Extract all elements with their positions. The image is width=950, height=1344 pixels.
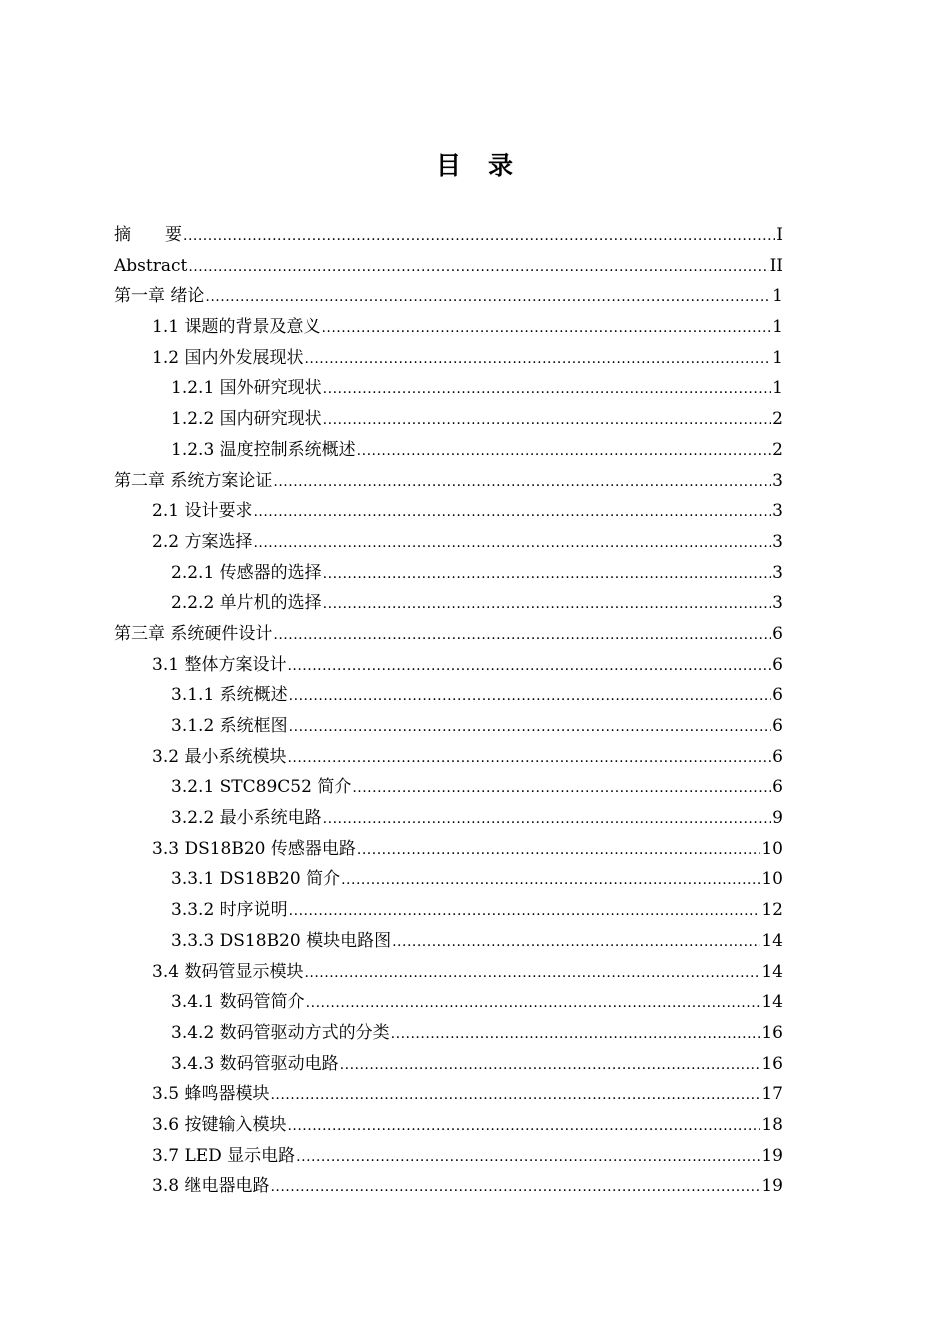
toc-entry[interactable] — [114, 1171, 783, 1202]
toc-entry-label: 3.8 继电器电路 — [152, 1176, 270, 1197]
toc-entry-page-number: 18 — [761, 1114, 783, 1135]
toc-entry-label: 1.2.1 国外研究现状 — [171, 378, 322, 399]
toc-entry-page-number: 12 — [761, 900, 783, 921]
toc-entry-page-number: 6 — [772, 716, 783, 736]
toc-entry-label: 第一章 绪论 — [114, 286, 205, 307]
toc-dot-leader — [321, 313, 771, 344]
toc-entry-label: 3.3.3 DS18B20 模块电路图 — [171, 930, 392, 951]
toc-dot-leader — [205, 282, 771, 313]
toc-entry[interactable] — [114, 926, 783, 957]
toc-entry-label: Abstract — [114, 255, 188, 276]
toc-entry[interactable] — [114, 466, 783, 497]
toc-entry-page-number: 10 — [761, 838, 783, 859]
toc-dot-leader — [352, 773, 771, 804]
toc-entry[interactable] — [114, 435, 783, 466]
toc-entry[interactable] — [114, 281, 783, 312]
toc-entry[interactable] — [114, 711, 783, 742]
toc-entry[interactable] — [114, 957, 783, 988]
toc-entry-label: 第三章 系统硬件设计 — [114, 623, 273, 644]
toc-entry-page-number: 19 — [761, 1176, 783, 1197]
toc-entry-page-number: 10 — [761, 869, 783, 890]
toc-dot-leader — [323, 804, 772, 835]
toc-dot-leader — [340, 1050, 761, 1081]
toc-dot-leader — [289, 896, 761, 927]
toc-entry[interactable] — [114, 1110, 783, 1141]
toc-entry[interactable] — [114, 895, 783, 926]
toc-entry[interactable] — [114, 987, 783, 1018]
toc-entry[interactable] — [114, 588, 783, 619]
toc-entry-label: 1.2.3 温度控制系统概述 — [171, 439, 356, 460]
toc-entry[interactable] — [114, 220, 783, 251]
toc-dot-leader — [253, 497, 771, 528]
toc-entry-page-number: 1 — [772, 378, 783, 399]
toc-entry-label: 3.6 按键输入模块 — [152, 1114, 287, 1135]
toc-entry-label: 3.1.2 系统框图 — [171, 716, 288, 736]
toc-entry-label: 2.2.1 传感器的选择 — [171, 562, 322, 583]
toc-entry[interactable] — [114, 1049, 783, 1080]
toc-entry-page-number: 3 — [772, 562, 783, 583]
toc-entry[interactable] — [114, 251, 783, 282]
toc-entry-label: 3.3.1 DS18B20 简介 — [171, 869, 341, 890]
toc-dot-leader — [287, 651, 771, 682]
toc-entry[interactable] — [114, 650, 783, 681]
toc-entry-page-number: 6 — [772, 777, 783, 798]
toc-entry-page-number: 2 — [772, 439, 783, 460]
toc-entry-label: 1.2 国内外发展现状 — [152, 347, 304, 368]
toc-entry[interactable] — [114, 619, 783, 650]
toc-entry-page-number: 3 — [772, 593, 783, 614]
toc-entry-page-number: 1 — [772, 347, 783, 368]
toc-entry-page-number: 1 — [772, 286, 783, 307]
toc-entry[interactable] — [114, 834, 783, 865]
toc-dot-leader — [323, 589, 772, 620]
toc-entry-page-number: 19 — [761, 1145, 783, 1166]
toc-entry-label: 2.1 设计要求 — [152, 501, 253, 522]
toc-dot-leader — [273, 467, 771, 498]
toc-entry-label: 3.4 数码管显示模块 — [152, 961, 304, 982]
toc-list — [114, 220, 783, 1202]
toc-entry[interactable] — [114, 343, 783, 374]
toc-entry-page-number: 9 — [772, 808, 783, 829]
toc-entry[interactable] — [114, 558, 783, 589]
toc-dot-leader — [341, 865, 760, 896]
toc-entry[interactable] — [114, 680, 783, 711]
toc-entry[interactable] — [114, 373, 783, 404]
toc-entry-label: 3.1 整体方案设计 — [152, 654, 287, 675]
toc-entry-page-number: 3 — [772, 470, 783, 491]
toc-dot-leader — [273, 620, 771, 651]
toc-dot-leader — [287, 1111, 760, 1142]
toc-dot-leader — [304, 958, 760, 989]
toc-entry-page-number: 1 — [772, 317, 783, 338]
toc-entry-label: 3.7 LED 显示电路 — [152, 1145, 296, 1166]
toc-entry-page-number: 14 — [761, 961, 783, 982]
toc-dot-leader — [304, 344, 771, 375]
toc-entry-label: 3.4.2 数码管驱动方式的分类 — [171, 1022, 390, 1043]
toc-entry-page-number: II — [769, 255, 783, 276]
toc-entry[interactable] — [114, 864, 783, 895]
toc-entry-page-number: 3 — [772, 531, 783, 552]
toc-entry-page-number: 16 — [761, 1022, 783, 1043]
toc-entry-page-number: I — [776, 225, 783, 245]
toc-dot-leader — [270, 1172, 760, 1203]
toc-dot-leader — [253, 528, 771, 559]
toc-entry[interactable] — [114, 1018, 783, 1049]
toc-dot-leader — [296, 1142, 760, 1173]
toc-entry[interactable] — [114, 1141, 783, 1172]
toc-dot-leader — [183, 221, 775, 252]
toc-entry-label: 3.1.1 系统概述 — [171, 685, 288, 706]
toc-dot-leader — [323, 374, 772, 405]
toc-entry-page-number: 6 — [772, 654, 783, 675]
toc-entry-page-number: 6 — [772, 623, 783, 644]
toc-dot-leader — [270, 1080, 760, 1111]
toc-dot-leader — [392, 927, 760, 958]
toc-entry-label: 1.2.2 国内研究现状 — [171, 409, 322, 430]
toc-dot-leader — [323, 559, 772, 590]
toc-entry-page-number: 17 — [761, 1084, 783, 1105]
toc-entry-label: 1.1 课题的背景及意义 — [152, 317, 321, 338]
toc-entry[interactable] — [114, 527, 783, 558]
toc-entry-label: 摘 要 — [114, 225, 182, 245]
toc-dot-leader — [188, 252, 768, 283]
toc-entry[interactable] — [114, 404, 783, 435]
toc-entry-label: 第二章 系统方案论证 — [114, 470, 273, 491]
toc-entry-page-number: 6 — [772, 685, 783, 706]
toc-entry-label: 2.2 方案选择 — [152, 531, 253, 552]
toc-entry-page-number: 14 — [761, 992, 783, 1013]
toc-entry-label: 3.4.1 数码管简介 — [171, 992, 305, 1013]
toc-entry-page-number: 16 — [761, 1053, 783, 1074]
toc-dot-leader — [306, 988, 761, 1019]
toc-dot-leader — [289, 681, 772, 712]
toc-entry-label: 3.2.1 STC89C52 简介 — [171, 777, 352, 798]
toc-entry-page-number: 3 — [772, 501, 783, 522]
toc-entry-label: 3.3.2 时序说明 — [171, 900, 288, 921]
toc-dot-leader — [323, 405, 772, 436]
toc-dot-leader — [289, 712, 772, 743]
toc-entry-label: 3.2.2 最小系统电路 — [171, 808, 322, 829]
toc-entry-label: 2.2.2 单片机的选择 — [171, 593, 322, 614]
toc-entry-page-number: 14 — [761, 930, 783, 951]
toc-entry[interactable] — [114, 772, 783, 803]
toc-entry[interactable] — [114, 742, 783, 773]
toc-entry-label: 3.3 DS18B20 传感器电路 — [152, 838, 356, 859]
toc-entry-label: 3.4.3 数码管驱动电路 — [171, 1053, 339, 1074]
toc-entry-label: 3.5 蜂鸣器模块 — [152, 1084, 270, 1105]
toc-entry[interactable] — [114, 496, 783, 527]
toc-entry-label: 3.2 最小系统模块 — [152, 746, 287, 767]
toc-entry[interactable] — [114, 803, 783, 834]
toc-entry[interactable] — [114, 312, 783, 343]
toc-dot-leader — [391, 1019, 761, 1050]
toc-title: 目 录 — [435, 151, 514, 180]
toc-dot-leader — [357, 835, 760, 866]
toc-entry-page-number: 6 — [772, 746, 783, 767]
toc-dot-leader — [357, 436, 772, 467]
toc-entry[interactable] — [114, 1079, 783, 1110]
toc-entry-page-number: 2 — [772, 409, 783, 430]
toc-dot-leader — [287, 743, 771, 774]
